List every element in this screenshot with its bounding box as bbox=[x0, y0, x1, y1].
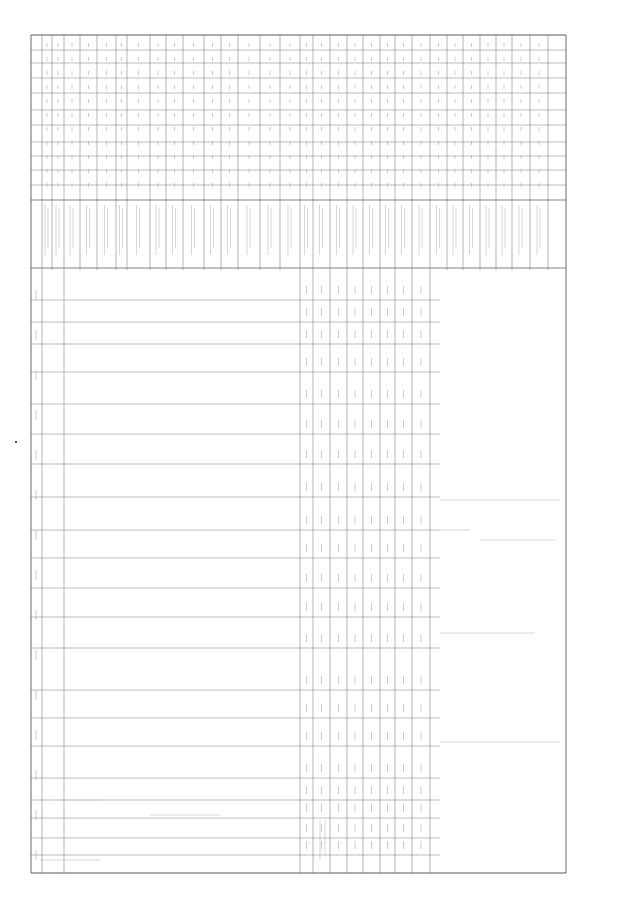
scan-dot bbox=[15, 441, 17, 443]
table-grid bbox=[31, 35, 566, 873]
